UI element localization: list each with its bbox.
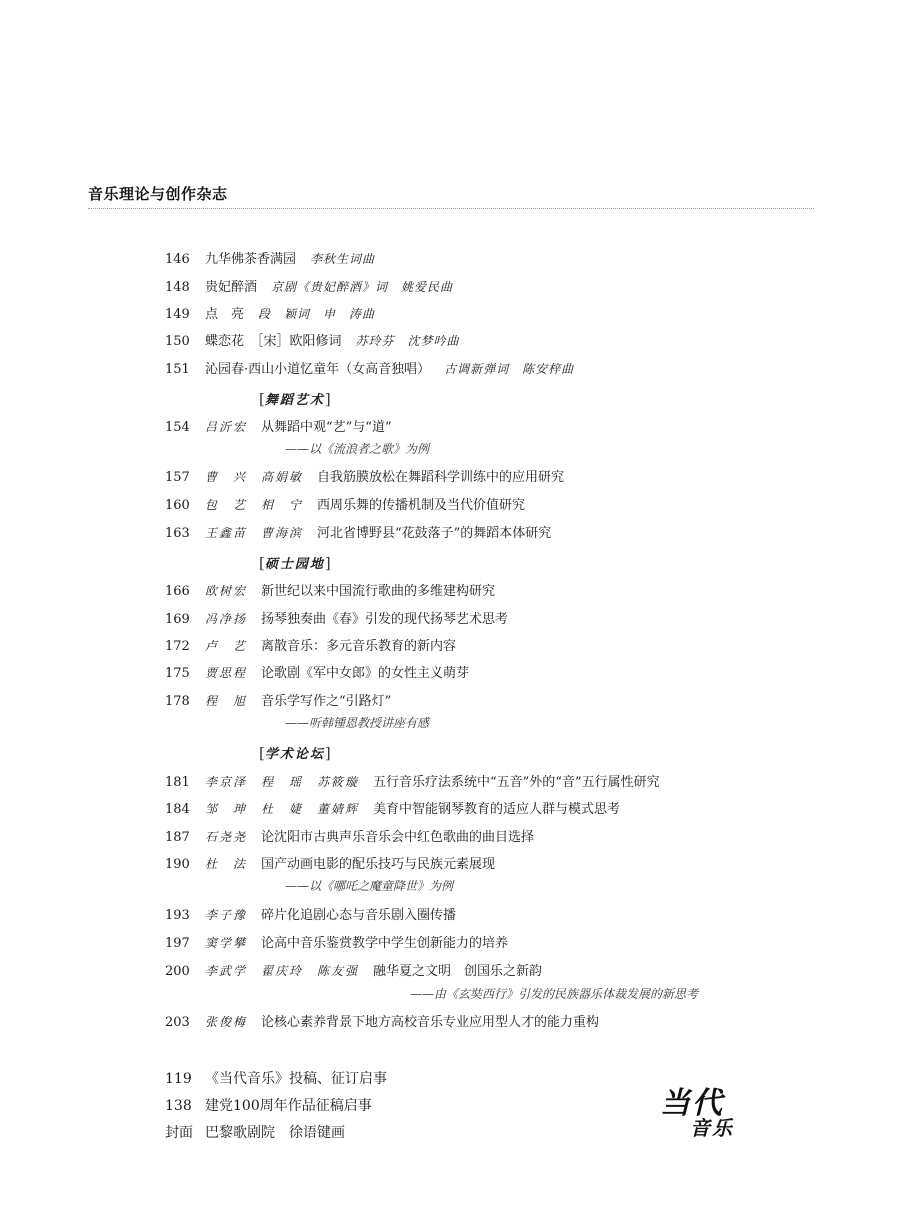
bracket-open: [ (259, 554, 265, 572)
bracket-close: ] (324, 554, 331, 572)
entry-page: 187 (165, 830, 190, 845)
toc-entry (165, 800, 620, 819)
entry-credit: 苏玲芬 沈梦吟曲 (355, 334, 460, 348)
section-title: 舞蹈艺术 (264, 393, 325, 408)
notice-text: 建党100周年作品征稿启事 (205, 1098, 372, 1114)
notice-text: 《当代音乐》投稿、征订启事 (205, 1071, 387, 1087)
toc-entry (165, 418, 392, 437)
entry-page: 203 (165, 1015, 190, 1030)
toc-entry (165, 855, 495, 874)
entry-title: 美育中智能钢琴教育的适应人群与模式思考 (373, 802, 621, 817)
journal-logo (658, 1078, 742, 1140)
entry-title: 论沈阳市古典声乐音乐会中红色歌曲的曲目选择 (261, 830, 535, 845)
logo-line-2: 音乐 (690, 1116, 734, 1140)
entry-title: 河北省博野县“花鼓落子”的舞蹈本体研究 (317, 526, 552, 541)
section-title: 学术论坛 (264, 747, 325, 762)
toc-entry (165, 828, 534, 847)
toc-entry (165, 524, 551, 543)
entry-page: 154 (165, 420, 190, 435)
section-heading (259, 389, 331, 408)
notice-page: 119 (165, 1071, 192, 1087)
entry-title: 论高中音乐鉴赏教学中学生创新能力的培养 (261, 936, 509, 951)
entry-credit: 古调新弹词 陈安梓曲 (444, 362, 575, 376)
entry-authors: 李武学 翟庆玲 陈友强 (205, 964, 360, 978)
entry-page: 166 (165, 584, 190, 599)
entry-authors: 曹 兴 高娟敏 (205, 470, 304, 484)
entry-title: 点 亮 (205, 307, 245, 322)
entry-title: 九华佛茶香满园 (205, 252, 297, 267)
entry-authors: 石尧尧 (205, 830, 248, 844)
entry-title: 论核心素养背景下地方高校音乐专业应用型人才的能力重构 (261, 1015, 600, 1030)
entry-title: 自我筋膜放松在舞蹈科学训练中的应用研究 (317, 470, 565, 485)
toc-entry (165, 496, 525, 515)
entry-page: 151 (165, 362, 190, 377)
bracket-open: [ (259, 744, 265, 762)
entry-subtitle: ——以《哪吒之魔童降世》为例 (285, 879, 454, 893)
toc-entry (165, 637, 456, 656)
entry-page: 157 (165, 470, 190, 485)
entry-credit: 李秋生词曲 (310, 252, 376, 266)
entry-page: 175 (165, 666, 190, 681)
entry-page: 190 (165, 857, 190, 872)
entry-title: 沁园春·西山小道忆童年（女高音独唱） (205, 362, 431, 377)
entry-page: 193 (165, 908, 190, 923)
bracket-open: [ (259, 390, 265, 408)
toc-entry (165, 692, 391, 711)
entry-authors: 包 艺 相 宁 (205, 498, 304, 512)
entry-authors: 吕沂宏 (205, 420, 248, 434)
entry-subtitle: ——由《玄奘西行》引发的民族器乐体裁发展的新思考 (410, 987, 699, 1001)
notice-item (165, 1097, 372, 1115)
entry-page: 197 (165, 936, 190, 951)
toc-entry (165, 250, 375, 269)
entry-authors: 张俊梅 (205, 1015, 248, 1029)
entry-page: 148 (165, 280, 190, 295)
header-divider (88, 208, 814, 209)
entry-authors: 李子豫 (205, 908, 248, 922)
entry-page: 184 (165, 802, 190, 817)
toc-entry (165, 962, 542, 981)
toc-entry (165, 1013, 599, 1032)
entry-authors: 李京泽 程 瑶 苏筱璇 (205, 775, 360, 789)
bracket-close: ] (324, 744, 331, 762)
notice-page: 138 (165, 1098, 192, 1114)
toc-entry (165, 906, 456, 925)
section-heading (259, 743, 331, 762)
entry-authors: 程 旭 (205, 694, 248, 708)
entry-title: 融华夏之文明 创国乐之新韵 (373, 964, 543, 979)
entry-page: 169 (165, 612, 190, 627)
entry-page: 181 (165, 775, 190, 790)
entry-subtitle: ——听韩锺恩教授讲座有感 (285, 716, 430, 730)
entry-authors: 冯净扬 (205, 612, 248, 626)
journal-title: 音乐理论与创作杂志 (88, 185, 228, 203)
logo-line-1: 当代 (660, 1086, 724, 1121)
entry-title: 蝶恋花 ［宋］欧阳修词 (205, 334, 342, 349)
toc-entry (165, 934, 508, 953)
section-heading (259, 553, 331, 572)
entry-authors: 王鑫苗 曹海滨 (205, 526, 304, 540)
entry-page: 200 (165, 964, 190, 979)
entry-authors: 卢 艺 (205, 639, 248, 653)
toc-entry (165, 664, 469, 683)
entry-title: 论歌剧《军中女郎》的女性主义萌芽 (261, 666, 470, 681)
toc-entry (165, 360, 574, 379)
toc-entry (165, 773, 660, 792)
entry-page: 146 (165, 252, 190, 267)
notice-page: 封面 (165, 1125, 193, 1141)
notice-text: 巴黎歌剧院 徐语键画 (205, 1125, 345, 1141)
entry-title: 离散音乐：多元音乐教育的新内容 (261, 639, 457, 654)
entry-title: 扬琴独奏曲《春》引发的现代扬琴艺术思考 (261, 612, 509, 627)
entry-title: 新世纪以来中国流行歌曲的多维建构研究 (261, 584, 496, 599)
toc-entry (165, 278, 453, 297)
entry-title: 从舞蹈中观“艺”与“道” (261, 420, 392, 435)
toc-entry (165, 332, 460, 351)
entry-page: 172 (165, 639, 190, 654)
toc-entry (165, 582, 495, 601)
toc-entry (165, 305, 375, 324)
entry-authors: 贾思程 (205, 666, 248, 680)
toc-entry (165, 610, 508, 629)
entry-authors: 邹 珅 杜 婕 董婧辉 (205, 802, 360, 816)
entry-title: 碎片化追剧心态与音乐剧入圈传播 (261, 908, 457, 923)
toc-entry (165, 468, 564, 487)
entry-title: 贵妃醉酒 (205, 280, 258, 295)
entry-authors: 欧树宏 (205, 584, 248, 598)
entry-title: 五行音乐疗法系统中“五音”外的“音”五行属性研究 (373, 775, 660, 790)
entry-subtitle: ——以《流浪者之歌》为例 (285, 442, 430, 456)
entry-title: 西周乐舞的传播机制及当代价值研究 (317, 498, 526, 513)
entry-page: 163 (165, 526, 190, 541)
section-title: 硕士园地 (264, 557, 325, 572)
entry-page: 149 (165, 307, 190, 322)
entry-title: 国产动画电影的配乐技巧与民族元素展现 (261, 857, 496, 872)
entry-credit: 段 颖词 申 涛曲 (258, 307, 376, 321)
entry-credit: 京剧《贵妃醉酒》词 姚爱民曲 (271, 280, 454, 294)
entry-title: 音乐学写作之“引路灯” (261, 694, 392, 709)
entry-page: 160 (165, 498, 190, 513)
bracket-close: ] (324, 390, 331, 408)
entry-page: 150 (165, 334, 190, 349)
entry-authors: 窦学攀 (205, 936, 248, 950)
notice-item (165, 1070, 387, 1088)
entry-authors: 杜 法 (205, 857, 248, 871)
entry-page: 178 (165, 694, 190, 709)
notice-item (165, 1124, 345, 1142)
